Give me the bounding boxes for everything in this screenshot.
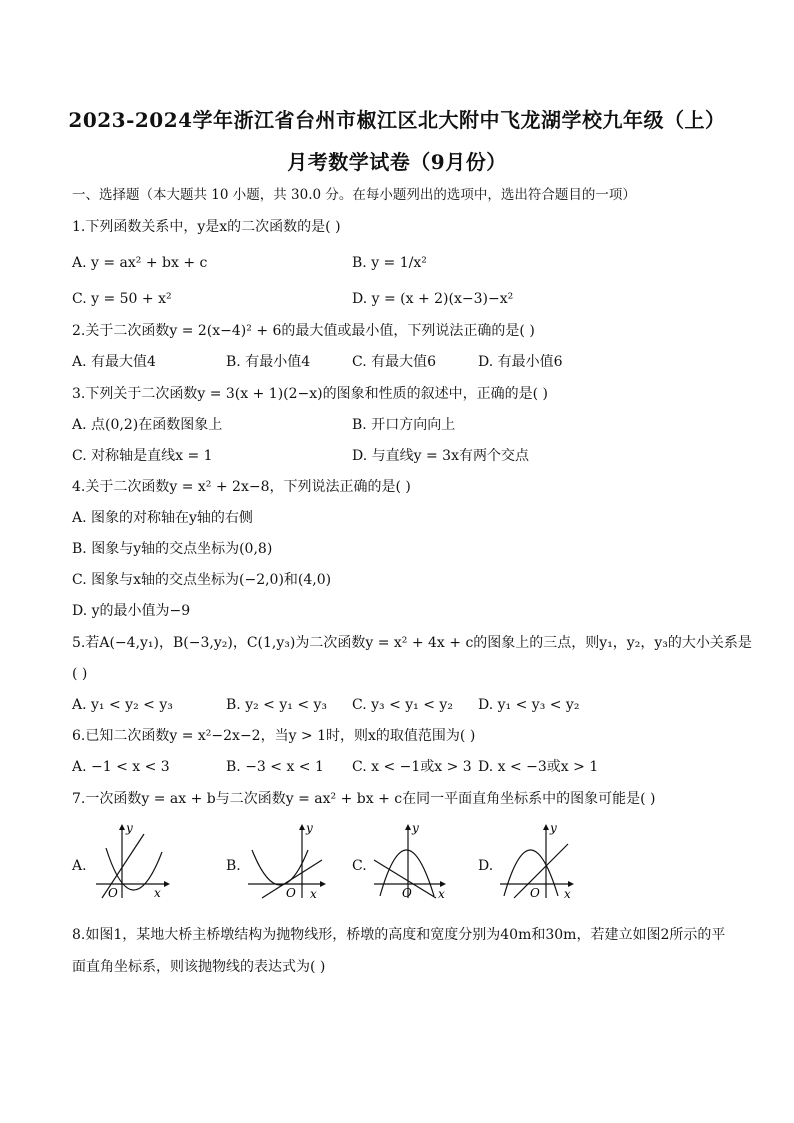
q7a-x-label: x <box>154 886 161 900</box>
q7d-origin: O <box>530 886 540 900</box>
exam-title-line2: 月考数学试卷（9月份） <box>287 150 507 174</box>
q7a-y-label: y <box>126 821 133 835</box>
q7-option-d: D. <box>478 858 494 874</box>
q7-graph-d <box>496 820 580 900</box>
q1-option-b: B. y = 1/x² <box>352 255 427 271</box>
q7d-y-label: y <box>550 821 557 835</box>
q7d-x-label: x <box>564 887 571 900</box>
q1-stem: 1.下列函数关系中，y是x的二次函数的是( ) <box>72 219 341 235</box>
q4-option-b: B. 图象与y轴的交点坐标为(0,8) <box>72 541 273 557</box>
q1-option-d: D. y = (x + 2)(x−3)−x² <box>352 291 514 307</box>
q2-option-c: C. 有最大值6 <box>352 354 437 370</box>
q7b-y-label: y <box>306 821 313 835</box>
q6-option-b: B. −3 < x < 1 <box>226 759 324 775</box>
q5-option-a: A. y₁ < y₂ < y₃ <box>72 697 173 713</box>
q8-stem-cont: 面直角坐标系，则该抛物线的表达式为( ) <box>72 959 326 975</box>
q4-option-d: D. y的最小值为−9 <box>72 603 191 619</box>
q5-stem-cont: ( ) <box>72 666 88 682</box>
q4-stem: 4.关于二次函数y = x² + 2x−8，下列说法正确的是( ) <box>72 479 411 495</box>
q5-option-b: B. y₂ < y₁ < y₃ <box>226 697 328 713</box>
q5-option-d: D. y₁ < y₃ < y₂ <box>478 697 580 713</box>
q7-graph-c <box>370 820 454 900</box>
q1-option-c: C. y = 50 + x² <box>72 291 172 307</box>
q2-option-a: A. 有最大值4 <box>72 354 156 370</box>
section-heading: 一、选择题（本大题共 10 小题，共 30.0 分。在每小题列出的选项中，选出符合题目的一项） <box>72 187 636 203</box>
q7c-x-label: x <box>438 887 445 900</box>
q7-option-b: B. <box>226 858 241 874</box>
q7-stem: 7.一次函数y = ax + b与二次函数y = ax² + bx + c在同一平面直角坐标系中的图象可能是( ) <box>72 791 656 807</box>
q6-option-d: D. x < −3或x > 1 <box>478 759 599 775</box>
q5-stem: 5.若A(−4,y₁)，B(−3,y₂)，C(1,y₃)为二次函数y = x² + 4x + c的图象上的三点，则y₁，y₂，y₃的大小关系是 <box>72 635 752 651</box>
q7-graph-a <box>92 820 172 900</box>
q2-stem: 2.关于二次函数y = 2(x−4)² + 6的最大值或最小值，下列说法正确的是( ) <box>72 323 535 339</box>
q4-option-a: A. 图象的对称轴在y轴的右侧 <box>72 510 253 526</box>
q4-option-c: C. 图象与x轴的交点坐标为(−2,0)和(4,0) <box>72 572 332 588</box>
q5-option-c: C. y₃ < y₁ < y₂ <box>352 697 453 713</box>
q3-option-d: D. 与直线y = 3x有两个交点 <box>352 448 529 464</box>
q7b-x-label: x <box>310 887 317 900</box>
q3-stem: 3.下列关于二次函数y = 3(x + 1)(2−x)的图象和性质的叙述中，正确的是( ) <box>72 386 548 402</box>
q6-option-c: C. x < −1或x > 3 <box>352 759 472 775</box>
q3-option-a: A. 点(0,2)在函数图象上 <box>72 417 223 433</box>
q3-option-b: B. 开口方向向上 <box>352 417 456 433</box>
q2-option-d: D. 有最小值6 <box>478 354 563 370</box>
q3-option-c: C. 对称轴是直线x = 1 <box>72 448 213 464</box>
exam-title-line1: 2023-2024学年浙江省台州市椒江区北大附中飞龙湖学校九年级（上） <box>68 108 726 132</box>
q6-stem: 6.已知二次函数y = x²−2x−2，当y > 1时，则x的取值范围为( ) <box>72 728 476 744</box>
q7-graph-b <box>244 820 328 900</box>
q8-stem: 8.如图1，某地大桥主桥墩结构为抛物线形，桥墩的高度和宽度分别为40m和30m，若建立如图2所示的平 <box>72 927 726 943</box>
q7-option-a: A. <box>72 858 87 874</box>
q1-option-a: A. y = ax² + bx + c <box>72 255 208 271</box>
q2-option-b: B. 有最小值4 <box>226 354 311 370</box>
q7b-origin: O <box>286 886 296 900</box>
q7-option-c: C. <box>352 858 367 874</box>
q7a-origin: O <box>108 886 118 900</box>
q7c-y-label: y <box>412 821 419 835</box>
q7c-origin: O <box>402 886 412 900</box>
q6-option-a: A. −1 < x < 3 <box>72 759 170 775</box>
